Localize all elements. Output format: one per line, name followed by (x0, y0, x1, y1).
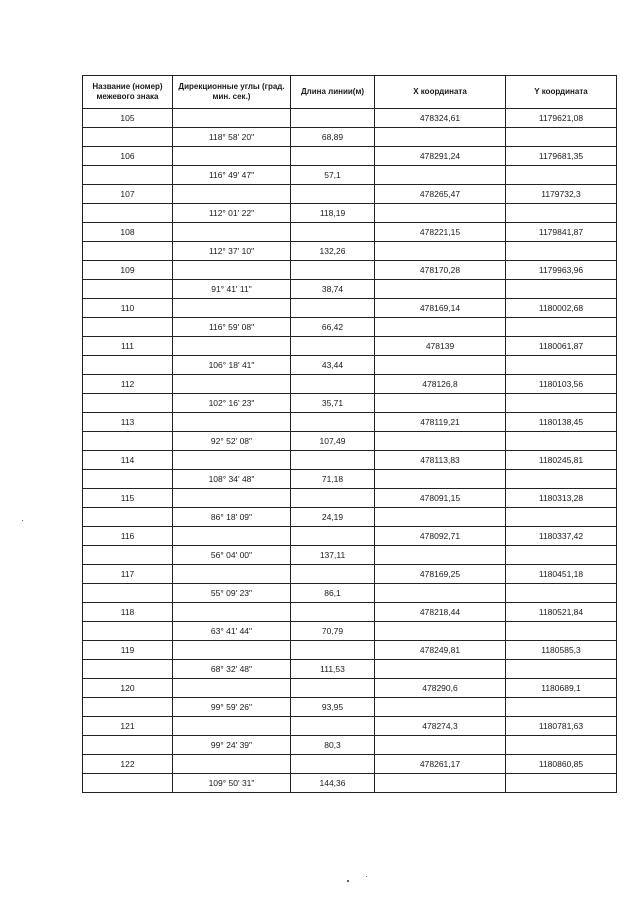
cell-x: 478218,44 (375, 603, 506, 622)
point-row (83, 641, 617, 660)
cell-length (291, 755, 375, 774)
cell-point-name (83, 394, 173, 413)
cell-angle: 86° 18' 09" (173, 508, 291, 527)
cell-point-name (83, 736, 173, 755)
cell-point-name (83, 774, 173, 793)
cell-point-name: 117 (83, 565, 173, 584)
cell-angle: 109° 50' 31" (173, 774, 291, 793)
cell-point-name: 110 (83, 299, 173, 318)
header-x: X координата (375, 76, 506, 109)
cell-length (291, 337, 375, 356)
cell-x (375, 128, 506, 147)
cell-y (506, 204, 617, 223)
cell-angle: 108° 34' 48" (173, 470, 291, 489)
cell-point-name (83, 622, 173, 641)
cell-x: 478139 (375, 337, 506, 356)
cell-angle (173, 147, 291, 166)
cell-x: 478291,24 (375, 147, 506, 166)
line-row (83, 584, 617, 603)
line-row (83, 204, 617, 223)
cell-length: 111,53 (291, 660, 375, 679)
cell-length: 43,44 (291, 356, 375, 375)
cell-x: 478261,17 (375, 755, 506, 774)
cell-length: 132,26 (291, 242, 375, 261)
cell-x: 478126,8 (375, 375, 506, 394)
point-row (83, 755, 617, 774)
line-row (83, 736, 617, 755)
line-row (83, 622, 617, 641)
cell-length (291, 223, 375, 242)
cell-y: 1180521,84 (506, 603, 617, 622)
point-row (83, 337, 617, 356)
cell-point-name: 116 (83, 527, 173, 546)
cell-point-name: 111 (83, 337, 173, 356)
cell-y: 1180138,45 (506, 413, 617, 432)
cell-x: 478290,6 (375, 679, 506, 698)
cell-point-name: 108 (83, 223, 173, 242)
cell-y: 1180781,63 (506, 717, 617, 736)
cell-x (375, 622, 506, 641)
cell-point-name (83, 432, 173, 451)
cell-length (291, 603, 375, 622)
line-row (83, 318, 617, 337)
cell-point-name: 107 (83, 185, 173, 204)
cell-length: 35,71 (291, 394, 375, 413)
cell-y: 1180245,81 (506, 451, 617, 470)
cell-length: 80,3 (291, 736, 375, 755)
cell-y: 1180451,18 (506, 565, 617, 584)
cell-length (291, 185, 375, 204)
cell-x: 478249,81 (375, 641, 506, 660)
scan-speck (366, 876, 367, 877)
cell-x (375, 204, 506, 223)
cell-y (506, 432, 617, 451)
cell-y: 1180585,3 (506, 641, 617, 660)
cell-point-name: 118 (83, 603, 173, 622)
point-row (83, 147, 617, 166)
cell-x: 478091,15 (375, 489, 506, 508)
boundary-coordinates-table (82, 75, 617, 793)
cell-angle: 106° 18' 41" (173, 356, 291, 375)
cell-length: 86,1 (291, 584, 375, 603)
line-row (83, 394, 617, 413)
cell-x (375, 318, 506, 337)
cell-angle (173, 451, 291, 470)
line-row (83, 470, 617, 489)
cell-angle: 91° 41' 11" (173, 280, 291, 299)
cell-angle (173, 527, 291, 546)
point-row (83, 565, 617, 584)
point-row (83, 261, 617, 280)
cell-point-name (83, 318, 173, 337)
cell-y: 1179963,96 (506, 261, 617, 280)
cell-angle: 56° 04' 00" (173, 546, 291, 565)
cell-length (291, 109, 375, 128)
cell-x (375, 698, 506, 717)
cell-x: 478092,71 (375, 527, 506, 546)
point-row (83, 223, 617, 242)
cell-length (291, 565, 375, 584)
cell-point-name: 105 (83, 109, 173, 128)
cell-y: 1180689,1 (506, 679, 617, 698)
cell-point-name (83, 584, 173, 603)
cell-y (506, 774, 617, 793)
cell-angle: 92° 52' 08" (173, 432, 291, 451)
cell-angle (173, 109, 291, 128)
cell-angle (173, 299, 291, 318)
cell-angle: 99° 59' 26" (173, 698, 291, 717)
cell-angle (173, 679, 291, 698)
cell-y (506, 394, 617, 413)
cell-y: 1180860,85 (506, 755, 617, 774)
cell-y: 1180313,28 (506, 489, 617, 508)
cell-y: 1179621,08 (506, 109, 617, 128)
cell-y (506, 546, 617, 565)
point-row (83, 375, 617, 394)
cell-x (375, 394, 506, 413)
cell-y (506, 698, 617, 717)
line-row (83, 242, 617, 261)
cell-length (291, 717, 375, 736)
cell-y: 1180103,56 (506, 375, 617, 394)
cell-angle: 118° 58' 20" (173, 128, 291, 147)
cell-y (506, 622, 617, 641)
line-row (83, 128, 617, 147)
cell-y: 1179732,3 (506, 185, 617, 204)
cell-y (506, 356, 617, 375)
cell-angle: 55° 09' 23" (173, 584, 291, 603)
cell-point-name (83, 166, 173, 185)
header-angle: Дирекционные углы (град. мин. сек.) (173, 76, 291, 109)
cell-angle (173, 641, 291, 660)
cell-length: 57,1 (291, 166, 375, 185)
cell-x (375, 508, 506, 527)
cell-angle (173, 261, 291, 280)
cell-x (375, 166, 506, 185)
cell-x: 478169,25 (375, 565, 506, 584)
cell-y (506, 242, 617, 261)
cell-y (506, 584, 617, 603)
cell-x (375, 546, 506, 565)
cell-point-name: 113 (83, 413, 173, 432)
cell-angle (173, 565, 291, 584)
cell-y (506, 736, 617, 755)
cell-angle: 116° 59' 08" (173, 318, 291, 337)
cell-x (375, 736, 506, 755)
cell-x (375, 356, 506, 375)
cell-point-name (83, 698, 173, 717)
cell-angle: 63° 41' 44" (173, 622, 291, 641)
cell-angle (173, 717, 291, 736)
cell-length: 144,36 (291, 774, 375, 793)
cell-y (506, 508, 617, 527)
cell-angle (173, 603, 291, 622)
cell-point-name (83, 204, 173, 223)
line-row (83, 546, 617, 565)
cell-length (291, 489, 375, 508)
header-length: Длина линии(м) (291, 76, 375, 109)
cell-point-name: 112 (83, 375, 173, 394)
line-row (83, 660, 617, 679)
point-row (83, 413, 617, 432)
cell-x: 478324,61 (375, 109, 506, 128)
table-header (83, 76, 617, 109)
point-row (83, 489, 617, 508)
point-row (83, 527, 617, 546)
cell-angle (173, 375, 291, 394)
cell-angle: 116° 49' 47" (173, 166, 291, 185)
cell-length: 107,49 (291, 432, 375, 451)
line-row (83, 166, 617, 185)
point-row (83, 451, 617, 470)
cell-point-name (83, 660, 173, 679)
cell-x: 478170,28 (375, 261, 506, 280)
point-row (83, 299, 617, 318)
cell-point-name (83, 128, 173, 147)
cell-x: 478113,83 (375, 451, 506, 470)
cell-x (375, 432, 506, 451)
cell-x (375, 242, 506, 261)
cell-point-name (83, 508, 173, 527)
cell-point-name: 121 (83, 717, 173, 736)
point-row (83, 109, 617, 128)
scan-speck (347, 880, 349, 882)
cell-point-name (83, 470, 173, 489)
cell-length: 66,42 (291, 318, 375, 337)
cell-length: 68,89 (291, 128, 375, 147)
cell-y (506, 318, 617, 337)
cell-point-name: 120 (83, 679, 173, 698)
cell-point-name (83, 356, 173, 375)
cell-y: 1179681,35 (506, 147, 617, 166)
point-row (83, 679, 617, 698)
cell-y (506, 128, 617, 147)
cell-x: 478119,21 (375, 413, 506, 432)
cell-y: 1180061,87 (506, 337, 617, 356)
line-row (83, 356, 617, 375)
cell-length (291, 375, 375, 394)
point-row (83, 185, 617, 204)
cell-point-name (83, 546, 173, 565)
cell-length (291, 261, 375, 280)
cell-length: 137,11 (291, 546, 375, 565)
cell-angle (173, 489, 291, 508)
cell-angle: 68° 32' 48" (173, 660, 291, 679)
cell-angle (173, 755, 291, 774)
cell-angle (173, 223, 291, 242)
cell-y (506, 470, 617, 489)
cell-point-name: 119 (83, 641, 173, 660)
cell-x: 478169,14 (375, 299, 506, 318)
header-y: Y координата (506, 76, 617, 109)
cell-x: 478274,3 (375, 717, 506, 736)
cell-length (291, 451, 375, 470)
point-row (83, 717, 617, 736)
cell-angle (173, 337, 291, 356)
cell-length (291, 679, 375, 698)
cell-angle (173, 413, 291, 432)
line-row (83, 774, 617, 793)
cell-length: 93,95 (291, 698, 375, 717)
cell-angle: 112° 37' 10" (173, 242, 291, 261)
cell-angle: 99° 24' 39" (173, 736, 291, 755)
cell-length: 38,74 (291, 280, 375, 299)
cell-angle: 102° 16' 23" (173, 394, 291, 413)
cell-length: 71,18 (291, 470, 375, 489)
cell-x (375, 584, 506, 603)
cell-point-name: 109 (83, 261, 173, 280)
cell-point-name (83, 280, 173, 299)
cell-x (375, 774, 506, 793)
cell-length (291, 413, 375, 432)
cell-angle (173, 185, 291, 204)
cell-x: 478221,15 (375, 223, 506, 242)
cell-x: 478265,47 (375, 185, 506, 204)
cell-point-name: 114 (83, 451, 173, 470)
cell-x (375, 280, 506, 299)
cell-y: 1180337,42 (506, 527, 617, 546)
cell-length: 24,19 (291, 508, 375, 527)
header-name: Название (номер) межевого знака (83, 76, 173, 109)
line-row (83, 508, 617, 527)
cell-y (506, 280, 617, 299)
cell-point-name: 115 (83, 489, 173, 508)
cell-point-name: 106 (83, 147, 173, 166)
cell-length (291, 641, 375, 660)
cell-x (375, 470, 506, 489)
scan-speck (22, 520, 23, 521)
cell-length (291, 299, 375, 318)
cell-y: 1180002,68 (506, 299, 617, 318)
line-row (83, 432, 617, 451)
point-row (83, 603, 617, 622)
cell-length (291, 527, 375, 546)
cell-point-name (83, 242, 173, 261)
cell-point-name: 122 (83, 755, 173, 774)
header-row (83, 76, 617, 109)
table-body (83, 109, 617, 793)
cell-angle: 112° 01' 22" (173, 204, 291, 223)
line-row (83, 280, 617, 299)
cell-length (291, 147, 375, 166)
cell-y: 1179841,87 (506, 223, 617, 242)
cell-length: 70,79 (291, 622, 375, 641)
cell-length: 118,19 (291, 204, 375, 223)
line-row (83, 698, 617, 717)
cell-x (375, 660, 506, 679)
cell-y (506, 166, 617, 185)
cell-y (506, 660, 617, 679)
